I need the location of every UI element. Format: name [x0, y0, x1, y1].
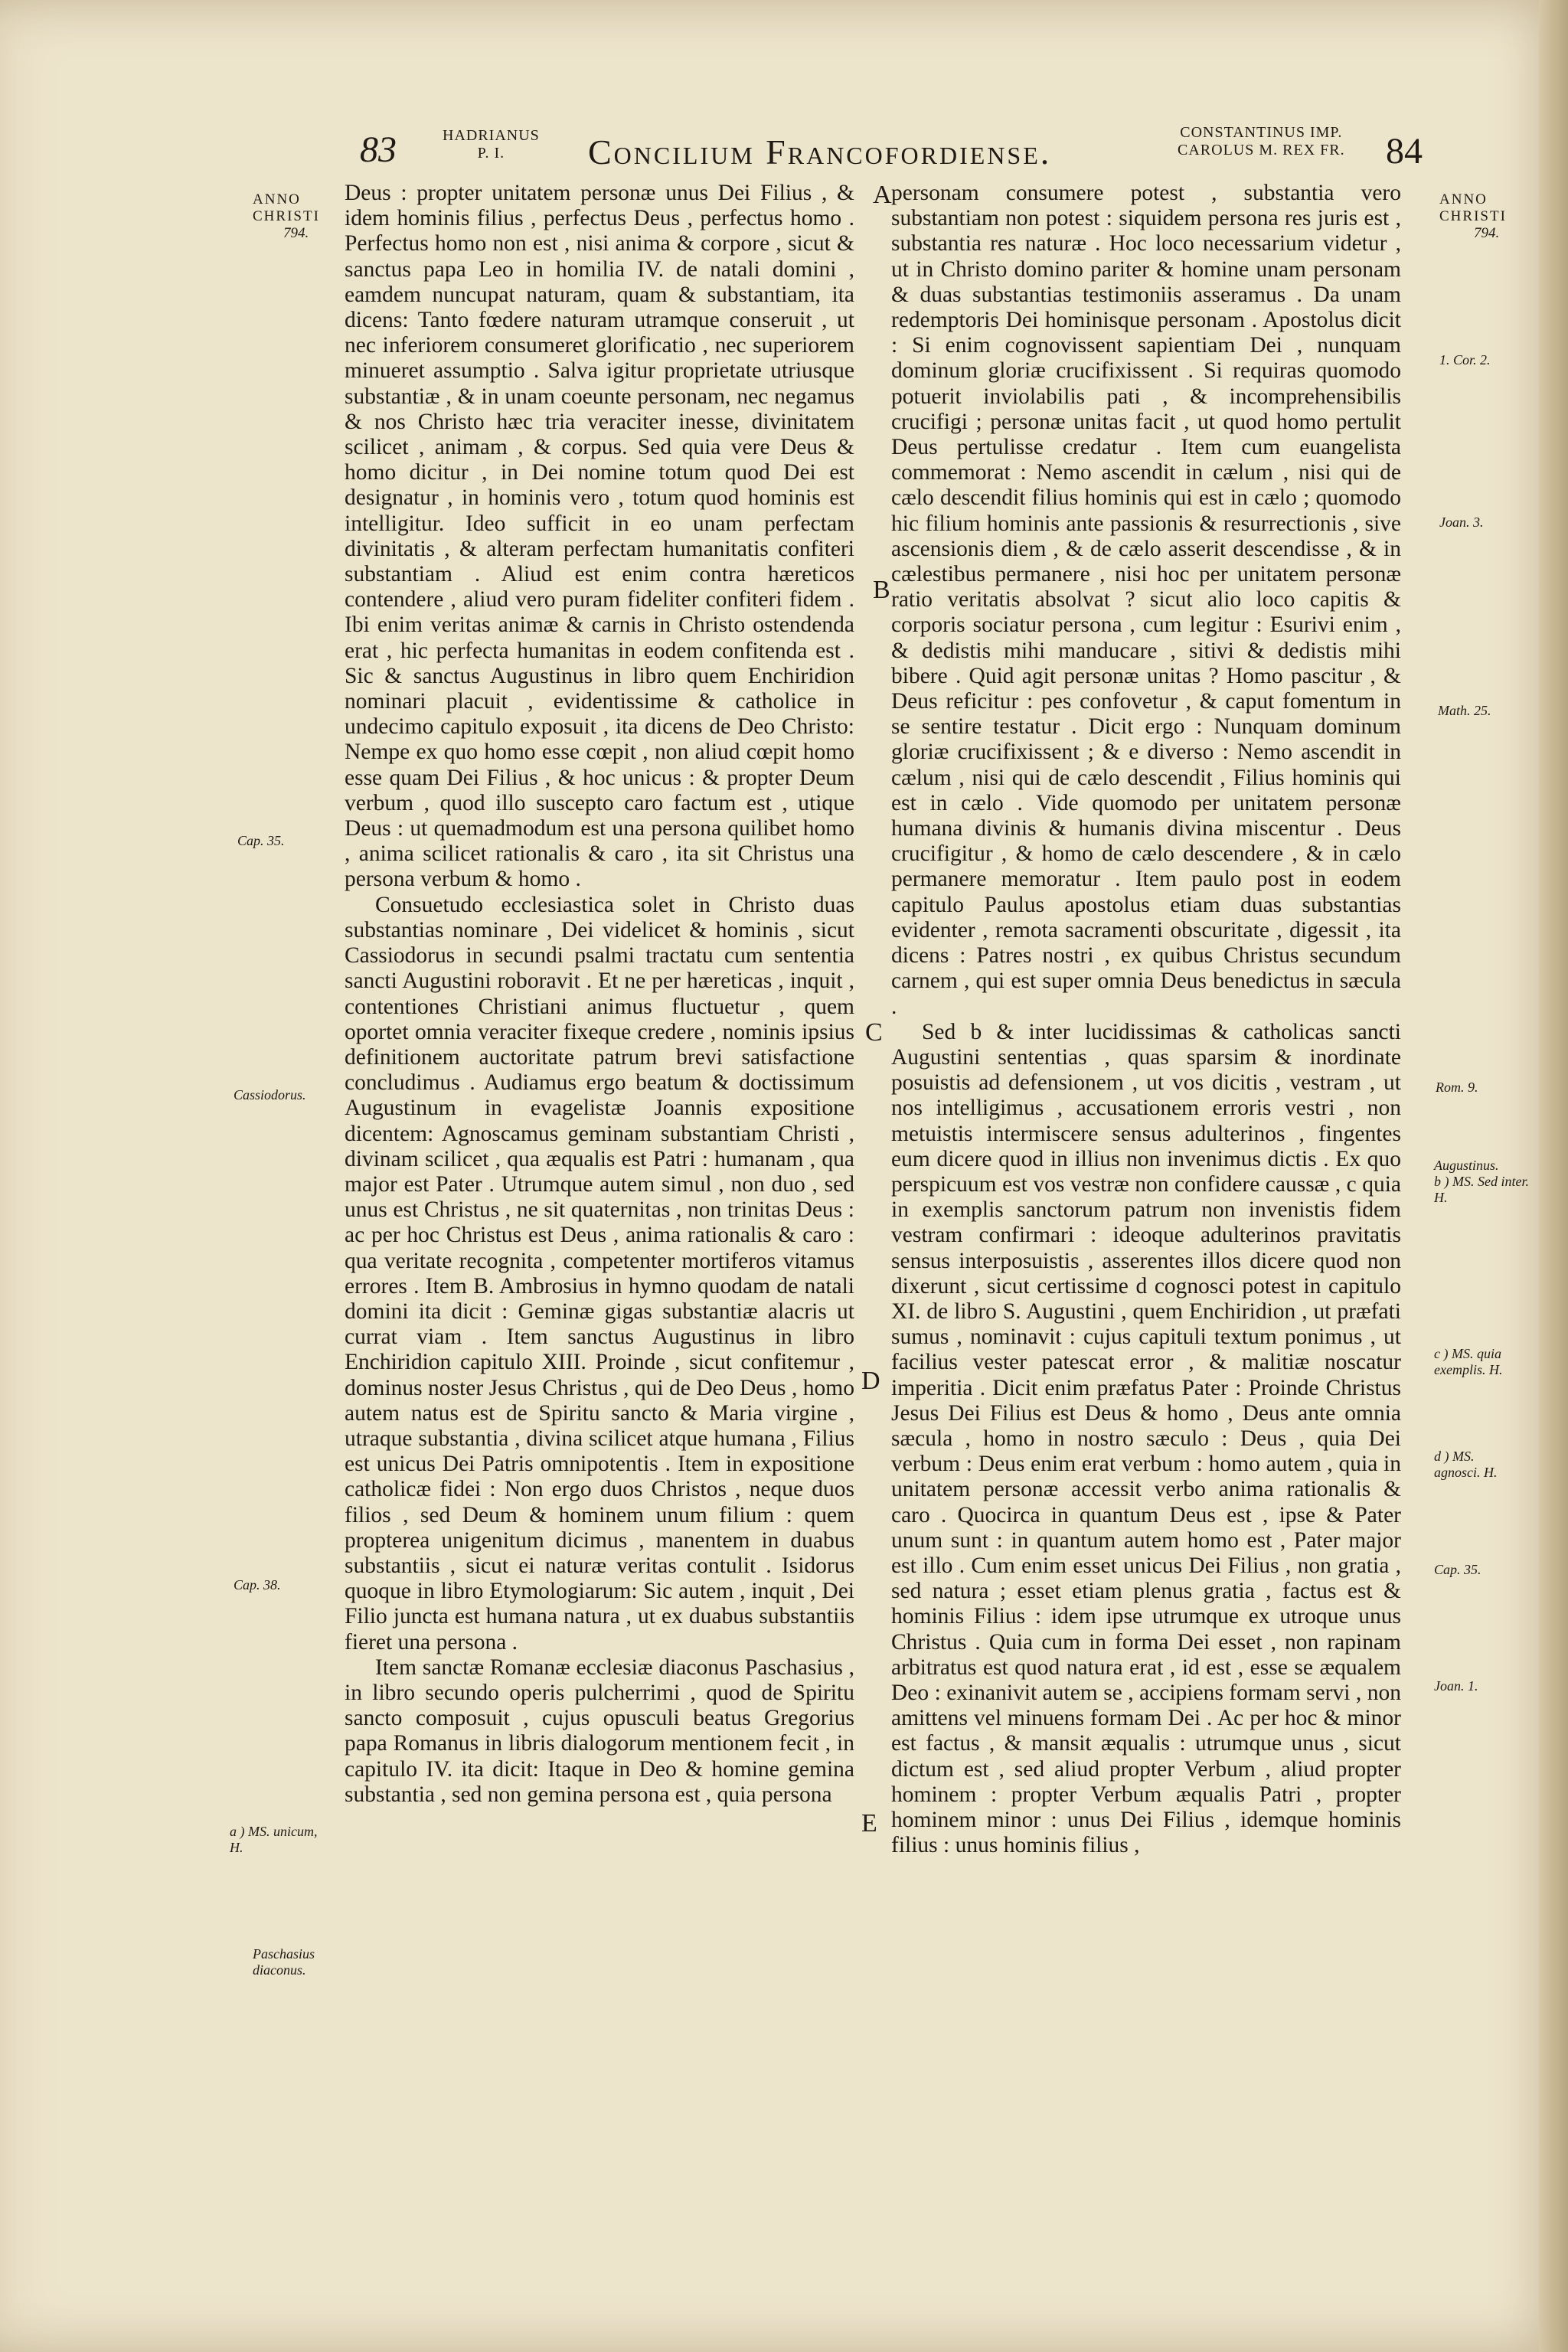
left-column: [345, 181, 854, 1808]
left-paragraph-3: Item sanctæ Romanæ ecclesiæ diaconus Paschasius , in libro secundo operis pulcherrimi , quod de Spiritu sancto composuit , cujus opusculi beatus Gregorius papa Romanus in libris dialogorum mentionem fecit , in capitulo IV. ita dicit: Itaque in Deo & homine gemina substantia , sed non gemina persona est , quia persona: [345, 1655, 854, 1807]
margin-note-joan3: Joan. 3.: [1439, 514, 1484, 530]
page-title: Concilium Francofordiense.: [588, 132, 1052, 172]
margin-note-paschasius: Paschasius diaconus.: [253, 1946, 315, 1978]
year-marker-left: [253, 191, 320, 242]
section-letter-a: A: [873, 181, 892, 209]
left-heading-sub: P. I.: [477, 145, 505, 162]
year-label: 794.: [283, 225, 309, 241]
right-paragraph-1: personam consumere potest , substantia vero substantiam non potest : siquidem persona res juris est , substantia res naturæ . Hoc loco necessarium videtur , ut in Christo domino pariter & homine unam personam & duas substantias testimoniis asseramus . Da unam redemptoris Dei hominisque personam . Apostolus dicit : Si enim cognovissent sapientiam Dei , nunquam dominum gloriæ crucifixissent . Si requiras quomodo potuerit inviolabilis pati , & incomprehensibilis crucifigi ; personæ unitas facit , ut quod homo pertulit Deus pertulisse credatur . Item cum euangelista commemorat : Nemo ascendit in cælum , nisi qui de cælo descendit filius hominis qui est in cælo ; quomodo hic filium hominis ante passionis & resurrectionis , sive ascensionis diem , & de cælo asserit descendisse , & in cælestibus permanere , nisi hoc per unitatem personæ ratio veritatis absolvat ? sicut alio loco capitis & corporis sociatur persona , cum legitur : Esurivi enim , & dedistis mihi manducare , sitivi & dedistis mihi bibere . Quid agit personæ unitas ? Homo pascitur , & Deus reficitur : pes confovetur , & caput fomentum in se sentire testatur . Dicit ergo : Nunquam dominum gloriæ crucifixissent ; & e diverso : Nemo ascendit in cælum , nisi qui de cælo descendit , Filius hominis qui est in cælo . Vide quomodo per unitatem personæ humana divinis & humanis divina miscentur . Deus crucifigitur , & homo de cælo descendere , & in cælo permanere memoratur . Item paulo post in eodem capitulo Paulus apostolus etiam duas substantias evidenter , remota sacramenti obscuritate , digessit , ita dicens : Patres nostri , ex quibus Christus secundum carnem , qui est super omnia Deus benedictus in sæcula .: [891, 181, 1401, 1019]
section-letter-b: B: [873, 576, 890, 604]
left-paragraph-2: Consuetudo ecclesiastica solet in Christo duas substantias nominare , Dei videlicet & hominis , sicut Cassiodorus in secundi psalmi tractatu cum sententia sancti Augustini roboravit . Et ne per hæreticas , inquit , contentiones Christiani animus fluctuetur , quem oportet omnia veraciter fixeque credere , nominis ipsius definitionem auctoritate patrum brevi satisfactione concludimus . Audiamus ergo beatum & doctissimum Augustinum in evagelistæ Joannis expositione dicentem: Agnoscamus geminam substantiam Christi , divinam scilicet , qua æqualis est Patri : humanam , qua major est Pater . Utrumque autem simul , non duo , sed unus est Christus , ne sit quaternitas , non trinitas Deus : ac per hoc Christus est Deus , anima rationalis & caro : qua veritate recognita , competenter mortiferos vitamus errores . Item B. Ambrosius in hymno quodam de natali domini ita dicit : Geminæ gigas substantiæ alacris ut currat viam . Item sanctus Augustinus in libro Enchiridion capitulo XIII. Proinde , sicut confitemur , dominus noster Jesus Christus , qui de Deo Deus , homo autem natus est de Spiritu sancto & Maria virgine , utraque substantia , divina scilicet atque humana , Filius est unicus Dei Patris omnipotentis . Item in expositione catholicæ fidei : Non ergo duos Christos , neque duos filios , sed Deum & hominem unum filium : quem propterea unigenitum dicimus , manentem in duabus substantiis , sicut ei naturæ veritas contulit . Isidorus quoque in libro Etymologiarum: Sic autem , inquit , Dei Filio juncta est humana natura , ut ex duabus substantiis fieret una persona .: [345, 892, 854, 1655]
margin-note-joan1: Joan. 1.: [1434, 1678, 1478, 1694]
footnote-b: b ) MS. Sed inter. H.: [1434, 1174, 1529, 1205]
running-header: [0, 124, 1568, 178]
right-heading-sub: CAROLUS M. REX FR.: [1178, 142, 1345, 158]
anno-label: ANNO: [1439, 191, 1488, 207]
section-letter-d: D: [861, 1367, 880, 1395]
footnote-d: d ) MS. agnosci. H.: [1434, 1449, 1498, 1480]
anno-label: ANNO: [253, 191, 301, 207]
next-page-edge: [1539, 0, 1568, 2352]
section-letter-c: C: [865, 1018, 883, 1047]
right-heading-name: CONSTANTINUS IMP.: [1180, 124, 1343, 141]
christi-label: CHRISTI: [253, 208, 320, 224]
left-heading: [443, 127, 540, 162]
margin-note-cap35-right: Cap. 35.: [1434, 1562, 1481, 1577]
margin-note-cap38: Cap. 38.: [234, 1577, 281, 1592]
left-paragraph-1: Deus : propter unitatem personæ unus Dei Filius , & idem hominis filius , perfectus Deus , perfectus homo . Perfectus homo non est , nisi anima & corpore , sicut & sanctus papa Leo in homilia IV. de natali domini , eamdem nuncupat naturam, quam & substantiam, ita dicens: Tanto fœdere naturam utramque conseruit , ut nec inferiorem consumeret glorificatio , nec superiorem minueret assumptio . Salva igitur proprietate utriusque substantiæ , & in unam coeunte personam, nec negamus & nos Christo hæc tria veraciter inesse, divinitatem scilicet , animam , & corpus. Sed quia vere Deus & homo dicitur , in Dei nomine totum quod Dei est designatur , in hominis vero , totum quod hominis est intelligitur. Ideo sufficit in eo unam perfectam divinitatis , & alteram perfectam humanitatis confiteri substantiam . Aliud est enim contra hæreticos contendere , aliud vero puram fideliter confiteri fidem . Ibi enim veritas animæ & carnis in Christo ostendenda erat , hic perfecta humanitas in eodem confitenda est . Sic & sanctus Augustinus in libro quem Enchiridion nominari placuit , evidentissime & catholice in undecimo capitulo exposuit , ita dicens de Deo Christo: Nempe ex quo homo esse cœpit , non aliud cœpit homo esse quam Dei Filius , & hoc unicus : & propter Deum verbum , quod illo suscepto caro factum est , utique Deus : ut quemadmodum est una persona quilibet homo , anima scilicet rationalis & caro , ita sit Christus una persona verbum & homo .: [345, 181, 854, 892]
section-letter-e: E: [861, 1809, 877, 1838]
margin-note-augustinus: [1434, 1158, 1534, 1206]
margin-note-cassiodorus: Cassiodorus.: [234, 1087, 306, 1102]
footnote-a: a ) MS. unicum, H.: [230, 1824, 318, 1855]
margin-note-cor: 1. Cor. 2.: [1439, 352, 1491, 368]
margin-note-cap35-left: Cap. 35.: [237, 833, 285, 848]
right-column: [891, 181, 1401, 1858]
footnote-c: c ) MS. quia exemplis. H.: [1434, 1346, 1503, 1377]
year-marker-right: [1439, 191, 1507, 242]
page-number-left: 83: [360, 129, 397, 170]
augustinus-label: Augustinus.: [1434, 1158, 1499, 1173]
year-label: 794.: [1474, 225, 1500, 241]
right-heading: [1178, 124, 1345, 159]
christi-label: CHRISTI: [1439, 208, 1507, 224]
margin-note-rom: Rom. 9.: [1436, 1080, 1478, 1095]
left-heading-name: HADRIANUS: [443, 127, 540, 144]
right-paragraph-2: Sed b & inter lucidissimas & catholicas sancti Augustini sententias , quas sparsim & inordinate posuistis ad defensionem , ut vos dicitis , vestram , ut nos intelligimus , accusationem erroris vestri , non metuistis intermiscere sensus adulterinos , fingentes eum dicere quod in illius non invenimus dictis . Ex quo perspicuum est vos vestræ non confidere caussæ , c quia in exemplis sanctorum patrum non invenistis fidem vestram confirmari : ideoque adulterinos pravitatis sensus interposuistis , asserentes illos dicere quod non dixerunt , sicut certissime d cognosci potest in capitulo XI. de libro S. Augustini , quem Enchiridion , ut præfati sumus , nominavit : cujus capituli textum ponimus , ut facilius vester patescat error , & malitiæ noscatur imperitia . Dicit enim præfatus Pater : Proinde Christus Jesus Dei Filius est Deus & homo , Deus ante omnia sæcula , homo in nostro sæculo : Deus , quia Dei verbum : Deus enim erat verbum : homo autem , quia in unitatem personæ accessit verbo anima rationalis & caro . Quocirca in quantum Deus est , ipse & Pater unum sunt : in quantum autem homo est , Pater major est illo . Cum enim esset unicus Dei Filius , non gratia , sed natura ; esset etiam plenus gratia , factus est & hominis Filius : idem ipse utrumque ex utroque unus Christus . Quia cum in forma Dei esset , non rapinam arbitratus est quod natura erat , id est , esse se æqualem Deo : exinanivit autem se , accipiens formam servi , non amittens vel minuens formam Dei . Ac per hoc & minor est factus , & mansit æqualis : utrumque unus , sicut dictum est , sed aliud propter Verbum , aliud propter hominem : propter Verbum æqualis Patri , propter hominem minor : unus Dei Filius , idemque hominis filius : unus hominis filius ,: [891, 1019, 1401, 1858]
margin-note-math: Math. 25.: [1438, 703, 1491, 718]
page-number-right: 84: [1386, 131, 1423, 172]
